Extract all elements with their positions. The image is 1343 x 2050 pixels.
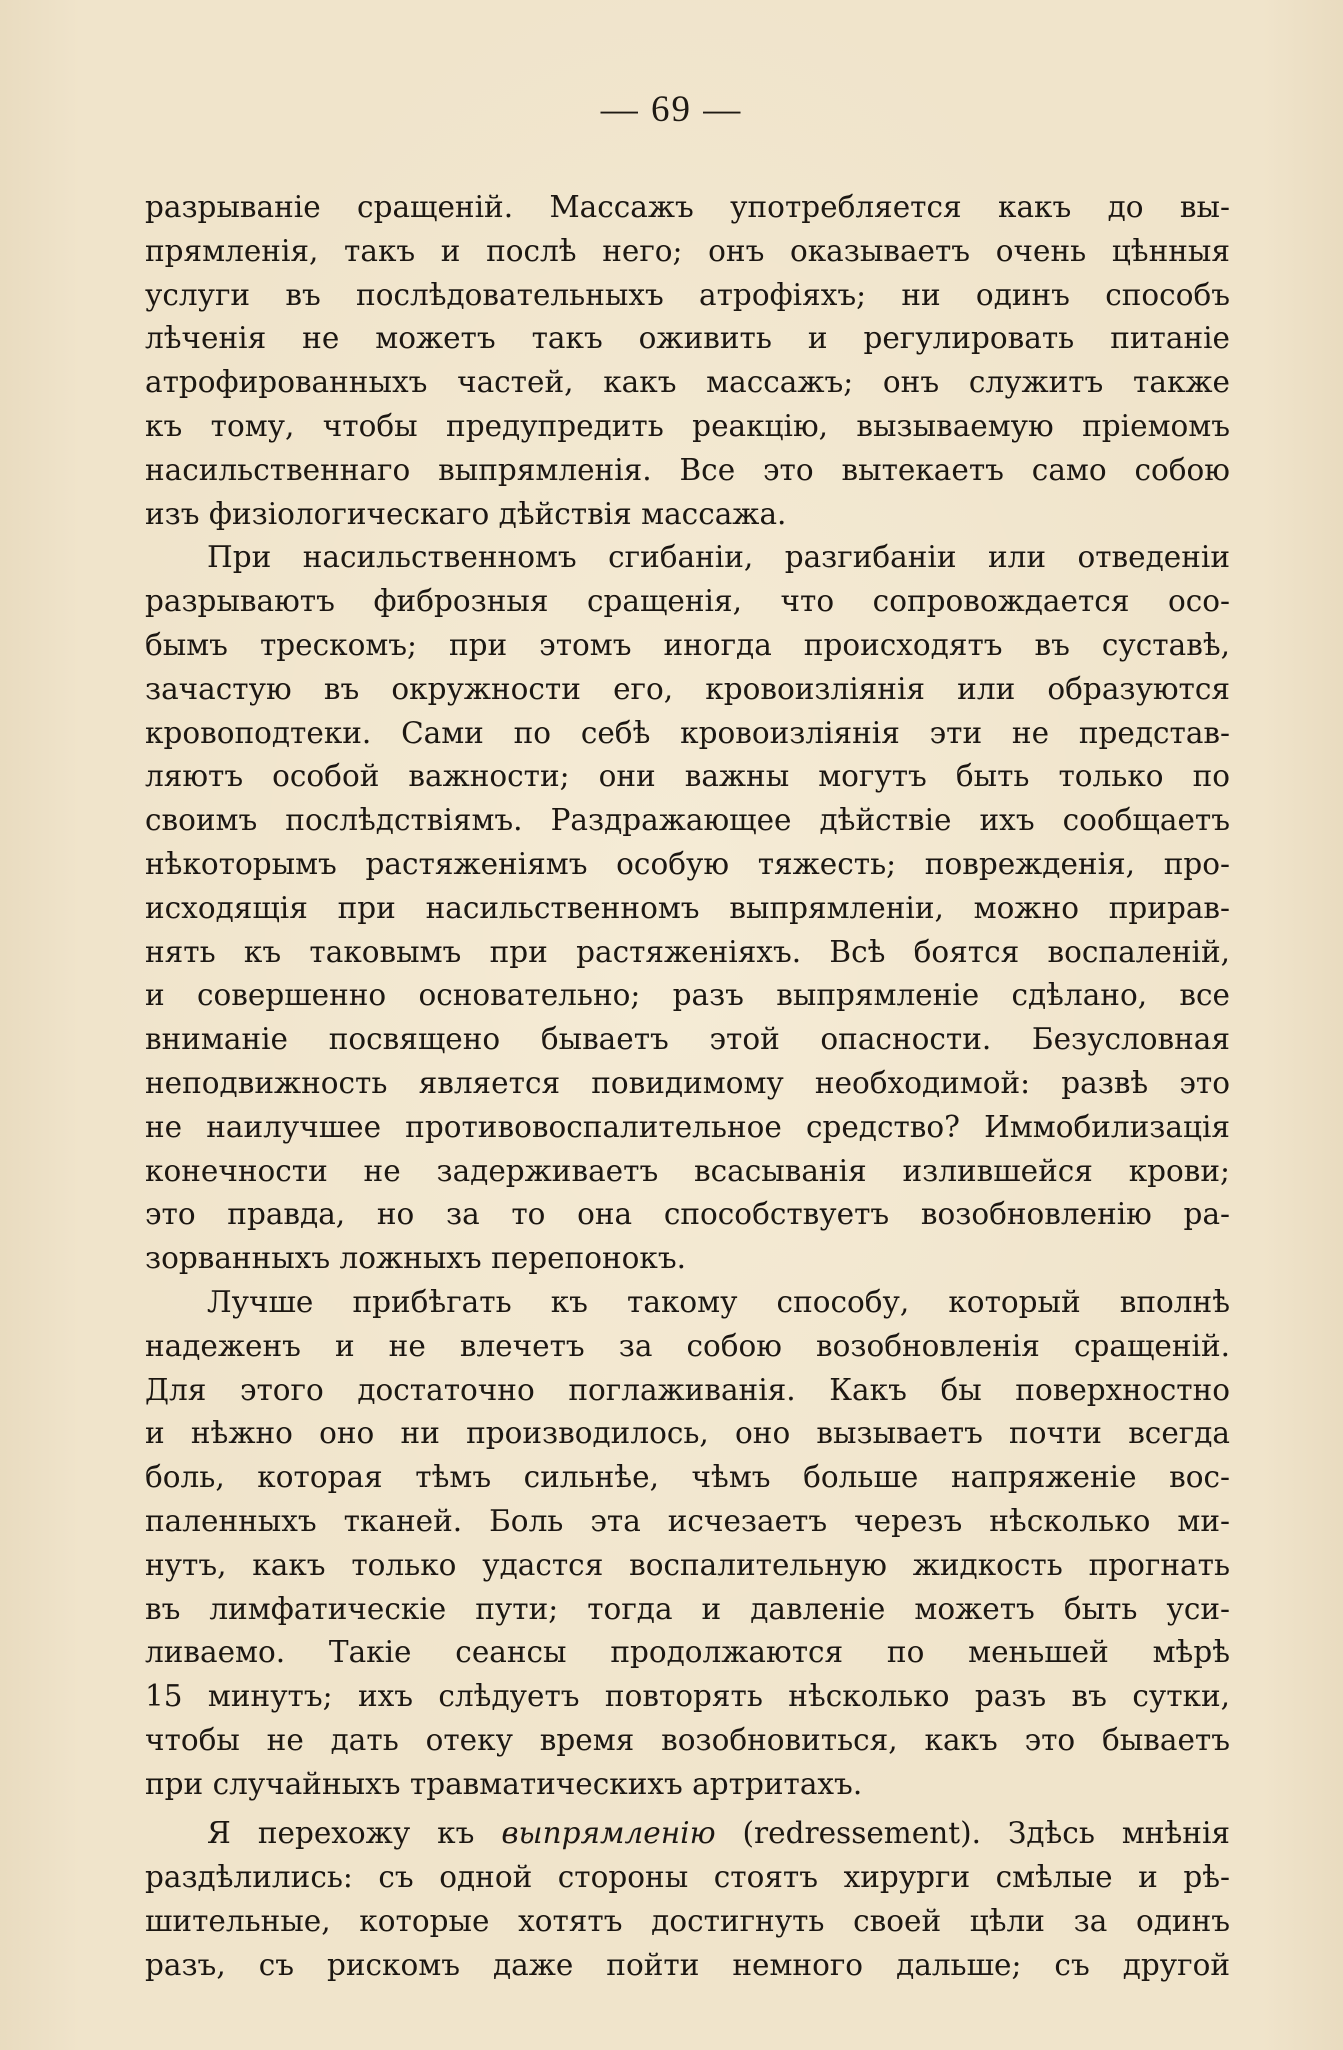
text-line: 15 минутъ; ихъ слѣдуетъ повторять нѣсколько разъ въ сутки, (145, 1679, 1230, 1714)
text-line: разрываютъ фиброзныя сращенія, что сопровождается осо- (145, 584, 1230, 619)
text-line: паленныхъ тканей. Боль эта исчезаетъ черезъ нѣсколько ми- (145, 1503, 1230, 1538)
text-line: нутъ, какъ только удастся воспалительную жидкость прогнать (145, 1547, 1230, 1582)
text-line: ливаемо. Такіе сеансы продолжаются по меньшей мѣрѣ (145, 1635, 1230, 1670)
text-line: шительные, которые хотятъ достигнуть своей цѣли за одинъ (145, 1904, 1230, 1939)
text-line: зачастую въ окружности его, кровоизліянія или образуются (145, 671, 1230, 706)
paragraph-2 (145, 536, 1230, 1281)
text-line: и совершенно основательно; разъ выпрямленіе сдѣлано, все (145, 978, 1230, 1013)
text-line: изъ физіологическаго дѣйствія массажа. (145, 496, 787, 531)
text-line: вниманіе посвящено бываетъ этой опасности. Безусловная (145, 1022, 1230, 1057)
text-line: кровоподтеки. Сами по себѣ кровоизліянія эти не представ- (145, 715, 1230, 750)
text-line: Лучше прибѣгать къ такому способу, который вполнѣ (207, 1284, 1230, 1319)
text-line: надеженъ и не влечетъ за собою возобновленія сращеній. (145, 1328, 1230, 1363)
page-number: — 69 — (600, 89, 743, 130)
text-run: Я перехожу къ (207, 1816, 502, 1851)
text-line: атрофированныхъ частей, какъ массажъ; онъ служитъ также (145, 365, 1230, 400)
paragraph-3 (145, 1281, 1230, 1807)
text-line: При насильственномъ сгибаніи, разгибаніи или отведеніи (207, 540, 1230, 575)
text-line: лѣченія не можетъ такъ оживить и регулировать питаніе (145, 321, 1230, 356)
paragraph-1 (145, 186, 1230, 536)
text-line: исходящія при насильственномъ выпрямленіи, можно прирав- (145, 890, 1230, 925)
text-line: прямленія, такъ и послѣ него; онъ оказываетъ очень цѣнныя (145, 233, 1230, 268)
text-line: нять къ таковымъ при растяженіяхъ. Всѣ боятся воспаленій, (145, 934, 1230, 969)
text-line: услуги въ послѣдовательныхъ атрофіяхъ; ни одинъ способъ (145, 277, 1230, 312)
text-line: и нѣжно оно ни производилось, оно вызываетъ почти всегда (145, 1416, 1230, 1451)
text-line: чтобы не дать отеку время возобновиться, какъ это бываетъ (145, 1722, 1230, 1757)
text-line: раздѣлились: съ одной стороны стоятъ хирурги смѣлые и рѣ- (145, 1860, 1230, 1895)
text-line: къ тому, чтобы предупредить реакцію, вызываемую пріемомъ (145, 408, 1230, 443)
text-line: разрываніе сращеній. Массажъ употребляется какъ до вы- (145, 190, 1230, 224)
text-line: своимъ послѣдствіямъ. Раздражающее дѣйствіе ихъ сообщаетъ (145, 803, 1230, 838)
italic-term: выпрямленію (501, 1816, 716, 1851)
text-line: конечности не задерживаетъ всасыванія излившейся крови; (145, 1153, 1230, 1188)
text-line: боль, которая тѣмъ сильнѣе, чѣмъ больше напряженіе вос- (145, 1460, 1230, 1495)
text-line: Для этого достаточно поглаживанія. Какъ бы поверхностно (145, 1372, 1230, 1407)
text-line: нѣкоторымъ растяженіямъ особую тяжесть; поврежденія, про- (145, 846, 1230, 881)
text-run: (redressement). Здѣсь мнѣнія (715, 1816, 1230, 1851)
body-text (145, 186, 1230, 1988)
text-line: разъ, съ рискомъ даже пойти немного дальше; съ другой (145, 1947, 1230, 1982)
text-line: это правда, но за то она способствуетъ возобновленію ра- (145, 1197, 1230, 1232)
text-line: зорванныхъ ложныхъ перепонокъ. (145, 1241, 686, 1276)
text-line: не наилучшее противовоспалительное средство? Иммобилизація (145, 1109, 1230, 1144)
paragraph-4 (145, 1812, 1230, 1987)
text-line: при случайныхъ травматическихъ артритахъ. (145, 1766, 863, 1801)
text-line: ляютъ особой важности; они важны могутъ быть только по (145, 759, 1230, 794)
text-line (145, 1812, 1230, 1856)
text-line: насильственнаго выпрямленія. Все это вытекаетъ само собою (145, 452, 1230, 487)
text-line: бымъ трескомъ; при этомъ иногда происходятъ въ суставѣ, (145, 627, 1230, 662)
text-line: въ лимфатическіе пути; тогда и давленіе можетъ быть уси- (145, 1591, 1230, 1626)
text-line: неподвижность является повидимому необходимой: развѣ это (145, 1065, 1230, 1100)
